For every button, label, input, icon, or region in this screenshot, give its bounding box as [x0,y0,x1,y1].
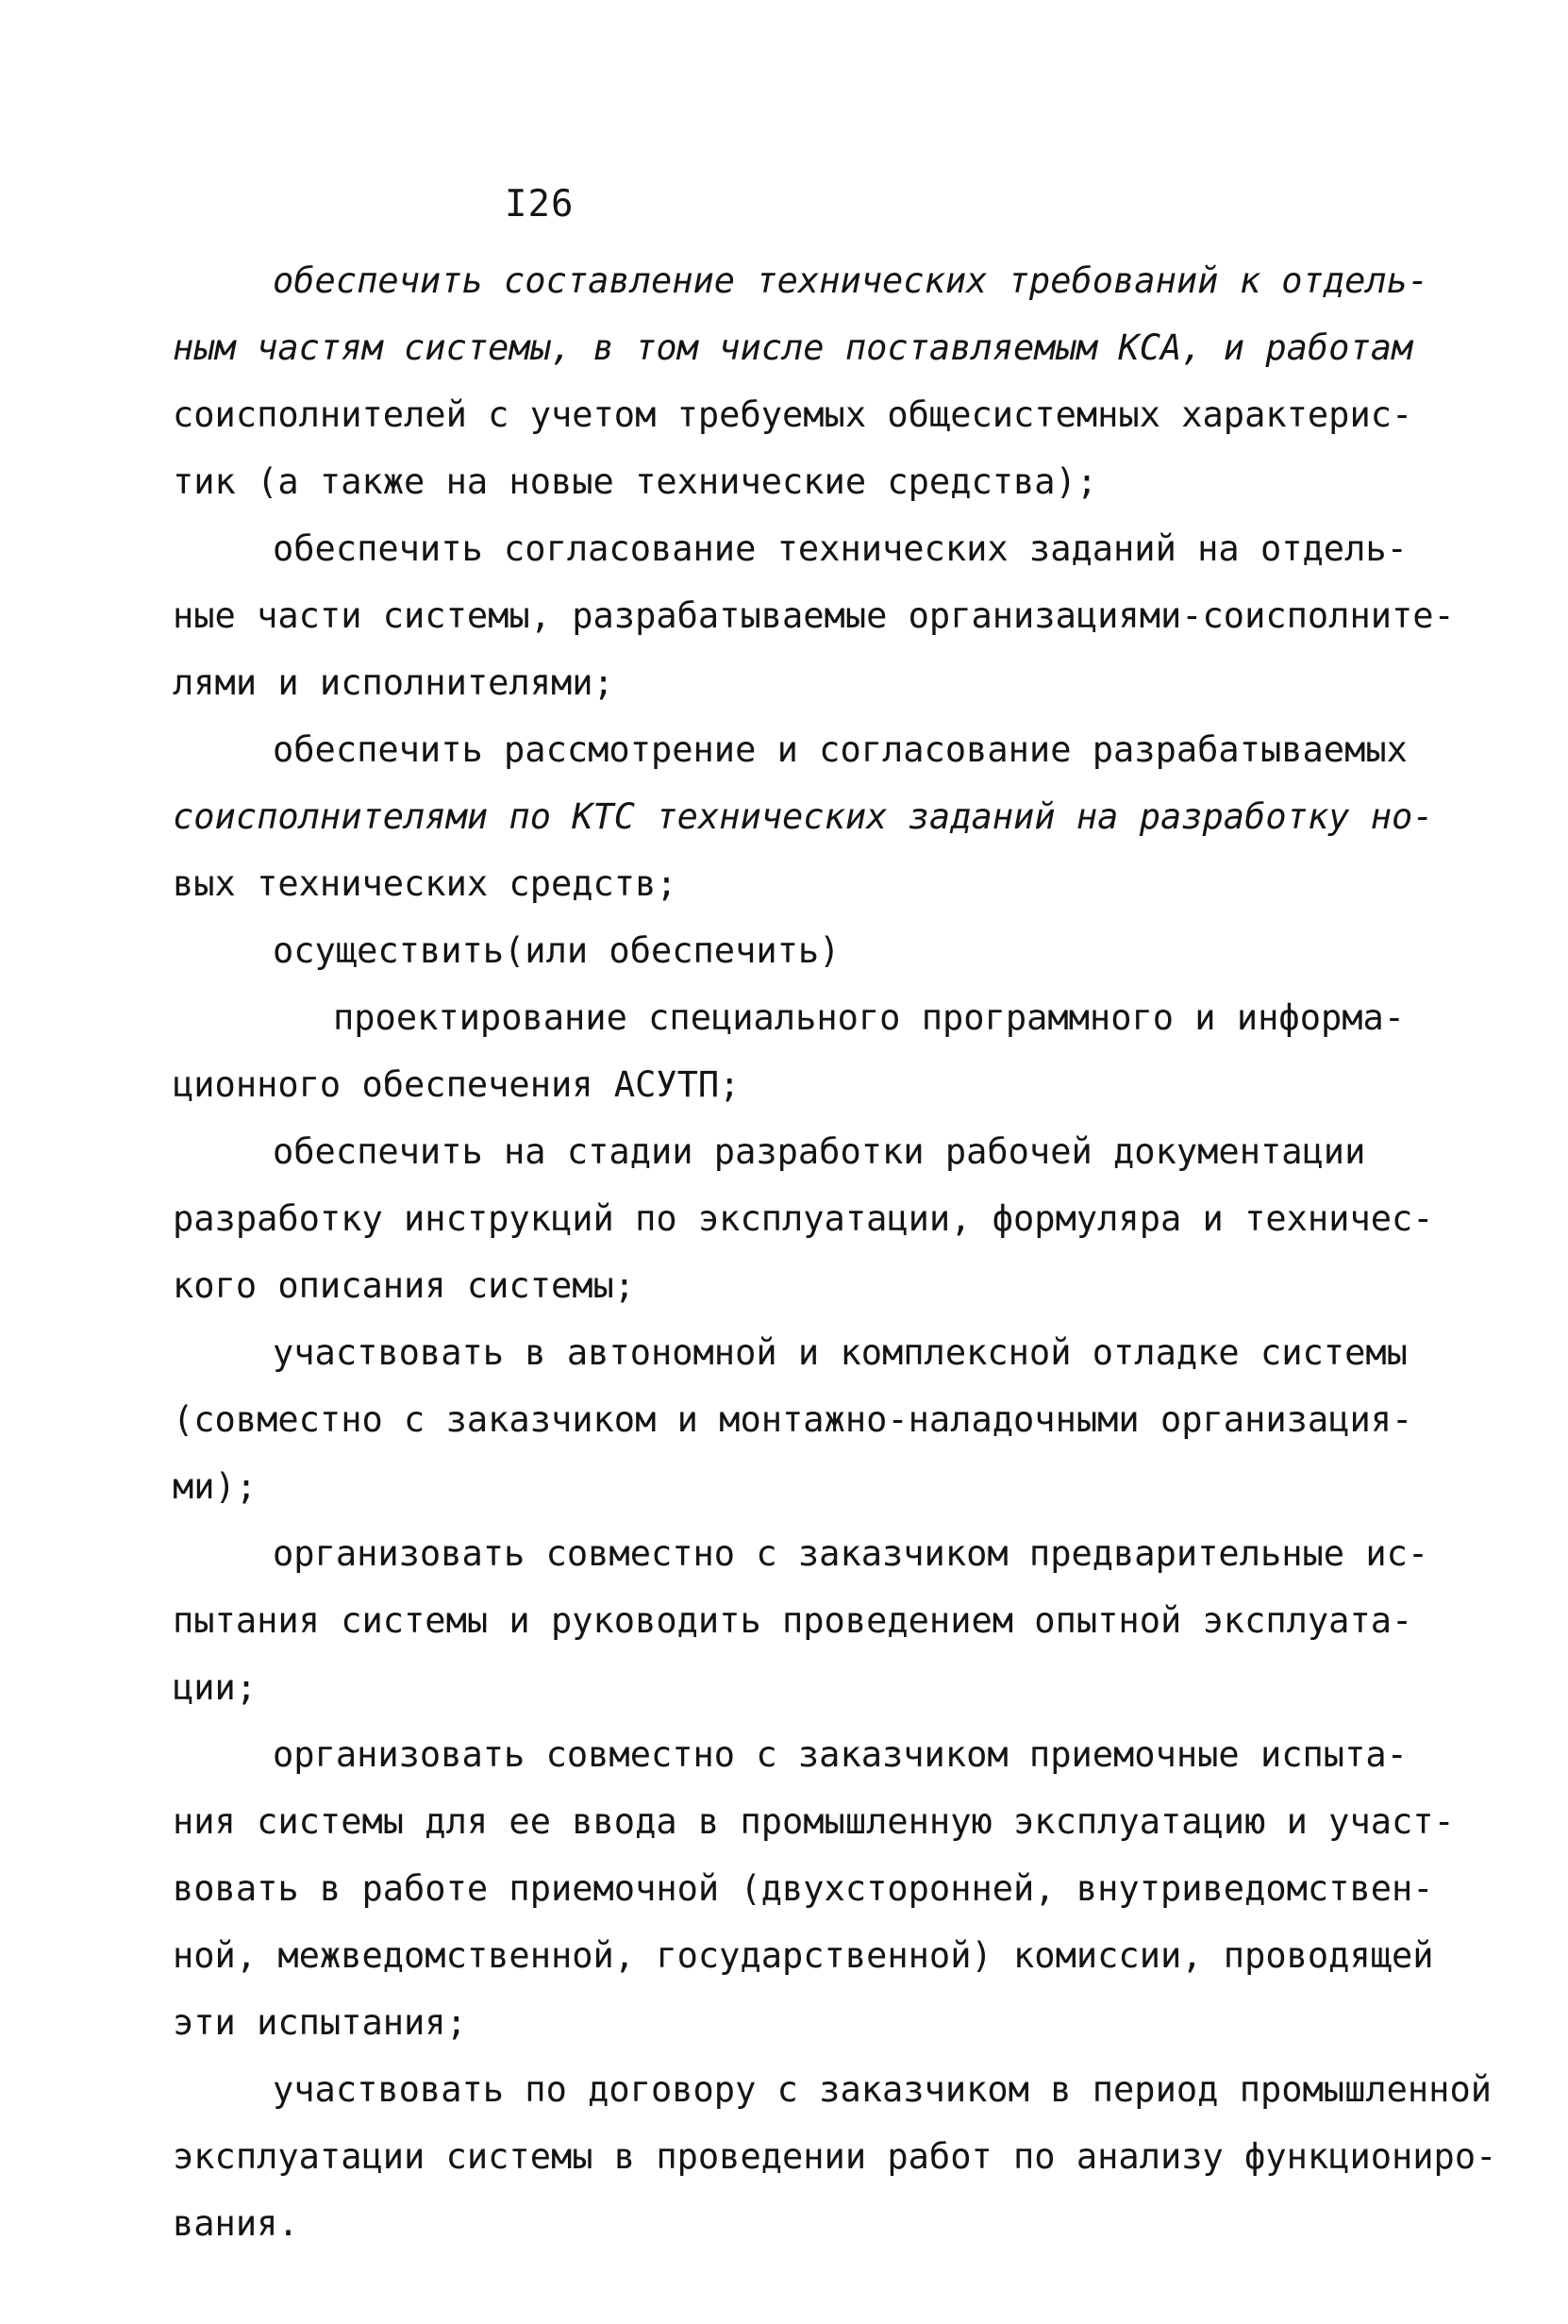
text-line: организовать совместно с заказчиком предварительные ис- [273,1533,1429,1574]
text-line: обеспечить согласование технических заданий на отдель- [273,528,1408,569]
text-line: соисполнителей с учетом требуемых общесистемных характерис- [173,394,1413,435]
text-line: вых технических средств; [173,863,677,904]
text-line: разработку инструкций по эксплуатации, формуляра и техничес- [173,1198,1434,1239]
text-line: лями и исполнителями; [173,662,614,703]
text-line: ной, межведомственной, государственной) комиссии, проводящей [173,1935,1434,1976]
text-line: ния системы для ее ввода в промышленную эксплуатацию и участ- [173,1801,1455,1842]
text-line: осуществить(или обеспечить) [273,930,841,971]
text-line: организовать совместно с заказчиком приемочные испыта- [273,1734,1408,1775]
text-line: (совместно с заказчиком и монтажно-наладочными организация- [173,1399,1413,1440]
text-line: соисполнителями по КТС технических заданий на разработку но- [173,796,1434,837]
text-line: эти испытания; [173,2002,467,2043]
text-line: ционного обеспечения АСУТП; [173,1064,741,1105]
text-line: обеспечить рассмотрение и согласование разрабатываемых [273,729,1408,770]
text-line: ми); [173,1466,258,1507]
text-line: обеспечить на стадии разработки рабочей документации [273,1131,1366,1172]
text-line: ные части системы, разрабатываемые организациями-соисполните- [173,595,1455,636]
text-line: ции; [173,1667,258,1708]
text-line: обеспечить составление технических требований к отдель- [273,260,1429,301]
text-line: кого описания системы; [173,1265,636,1306]
text-line: тик (а также на новые технические средства); [173,461,1098,502]
text-line: эксплуатации системы в проведении работ по анализу функциониро- [173,2136,1497,2177]
text-line: вания. [173,2203,299,2244]
text-line: участвовать в автономной и комплексной отладке системы [273,1332,1408,1373]
body-text [173,247,1497,2257]
text-line: пытания системы и руководить проведением опытной эксплуата- [173,1600,1413,1641]
page-number: I26 [505,183,575,226]
text-line: участвовать по договору с заказчиком в период промышленной [273,2069,1493,2110]
text-line: ным частям системы, в том числе поставляемым КСА, и работам [173,327,1413,368]
text-line: вовать в работе приемочной (двухсторонней, внутриведомствен- [173,1868,1434,1909]
text-line: проектирование специального программного и информа- [333,997,1406,1038]
